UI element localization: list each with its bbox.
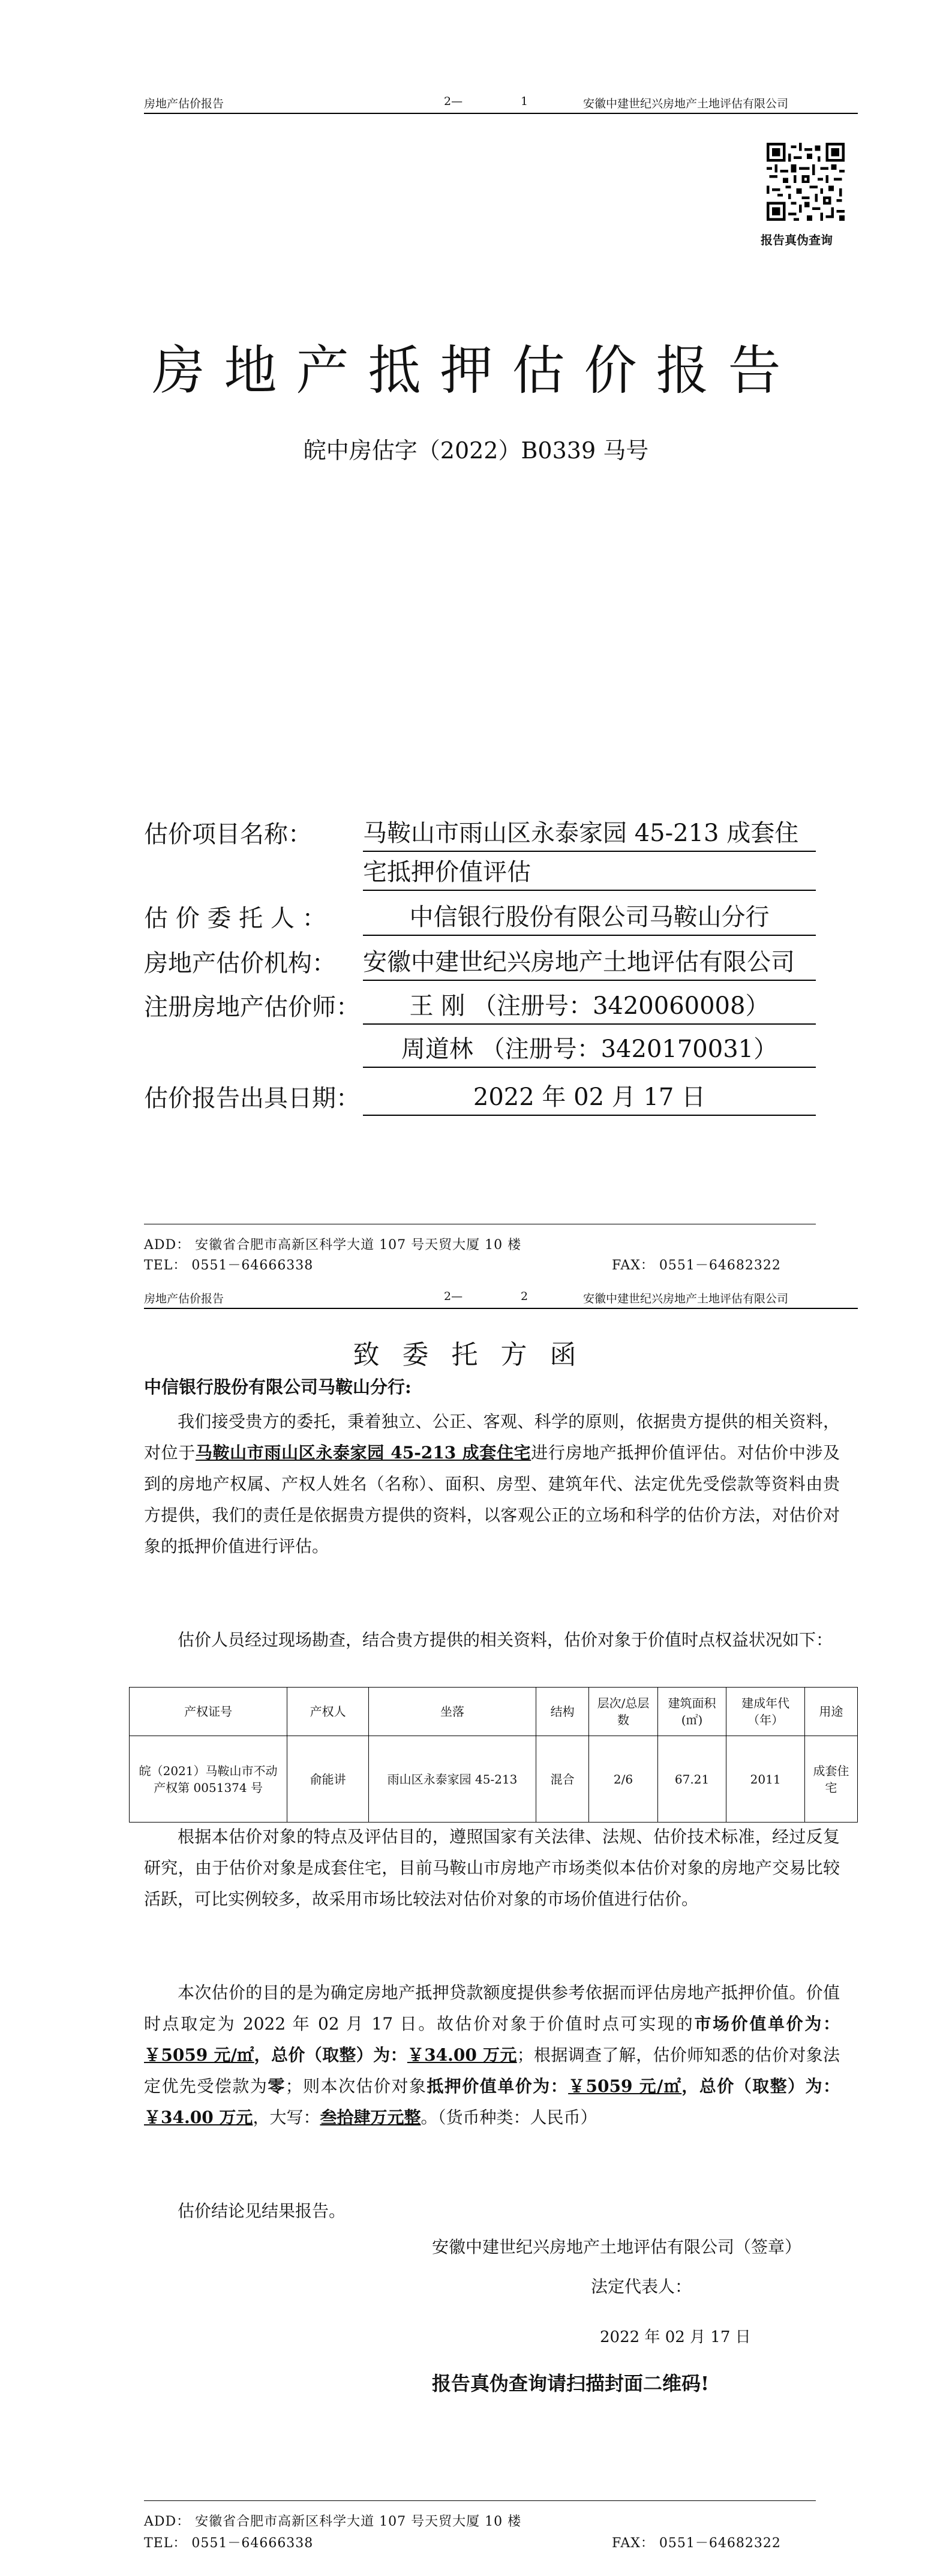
- footer-address: ADD： 安徽省合肥市高新区科学大道 107 号天贸大厦 10 楼: [144, 2514, 522, 2529]
- info-client: [144, 900, 770, 937]
- agency-label: 房地产估价机构：: [144, 950, 336, 977]
- info-date: [144, 1080, 706, 1117]
- table-cell-location: 雨山区永泰家园 45-213: [369, 1736, 536, 1823]
- project-label: 估价项目名称：: [144, 821, 312, 848]
- qr-code-icon[interactable]: [767, 143, 845, 221]
- date-label: 估价报告出具日期：: [144, 1085, 360, 1112]
- client-label: 估 价 委 托 人 ：: [144, 905, 326, 932]
- header-left: 房地产估价报告: [144, 97, 224, 110]
- table-header-cell: 建成年代（年）: [726, 1688, 805, 1736]
- p4-text: ；根据调查了解，估价师知悉的估价对象法定优先受偿款为: [144, 2045, 840, 2096]
- signature-representative: 法定代表人：: [591, 2277, 692, 2296]
- table-header-cell: 层次/总层数: [589, 1688, 658, 1736]
- qr-caption: 报告真伪查询: [761, 233, 833, 247]
- paragraph-1: [144, 1406, 840, 1562]
- header-page-sub: 2: [521, 1290, 528, 1303]
- p4-text: 本次估价的目的是为确定房地产抵押贷款额度提供参考依据而评估房地产抵押价值。价值时点取定为 2022 年 02 月 17 日。故估价对象于价值时点可实现的: [144, 1983, 840, 2034]
- p1-text-c: 进行房地产抵押价值评估。对估价中涉及到的房地产权属、产权人姓名（名称）、面积、房型、建筑年代、法定优先受偿款等资料由贵方提供，我们的责任是依据贵方提供的资料，以客观公正的立场和科学的估价方法，对估价对象的抵押价值进行评估。: [144, 1443, 840, 1556]
- table-row: [130, 1736, 858, 1823]
- p4-text: 。（货币种类：人民币）: [421, 2107, 597, 2127]
- info-appraiser: [144, 989, 770, 1026]
- date-value: 2022 年 02 月 17 日: [363, 1080, 816, 1116]
- p4-mortgage-unit-price: ￥5059 元/㎡: [568, 2076, 682, 2096]
- header-right: 安徽中建世纪兴房地产土地评估有限公司: [583, 1292, 789, 1305]
- document-number: 皖中房估字（2022）B0339 马号: [303, 437, 649, 464]
- project-value-line1: 马鞍山市雨山区永泰家园 45-213 成套住: [363, 816, 816, 852]
- p4-market-total: ￥34.00 万元: [407, 2045, 517, 2065]
- signature-company: 安徽中建世纪兴房地产土地评估有限公司（签章）: [432, 2237, 802, 2257]
- paragraph-4: [144, 1977, 840, 2133]
- p4-amount-in-words: 叁拾肆万元整: [320, 2107, 421, 2127]
- paragraph-2: 估价人员经过现场勘查，结合贵方提供的相关资料，估价对象于价值时点权益状况如下：: [178, 1630, 833, 1650]
- header-left: 房地产估价报告: [144, 1292, 224, 1305]
- footer-tel: TEL： 0551－64666338: [144, 2536, 314, 2551]
- table-cell-owner: 俞能讲: [287, 1736, 369, 1823]
- table-header-cell: 用途: [804, 1688, 857, 1736]
- p1-property-address: 马鞍山市雨山区永泰家园 45-213 成套住宅: [195, 1443, 531, 1463]
- info-agency: [144, 945, 795, 982]
- table-header-cell: 产权人: [287, 1688, 369, 1736]
- header-page-number: 2—: [444, 95, 463, 108]
- paragraph-5: 估价结论见结果报告。: [178, 2201, 346, 2221]
- p4-market-unit-price: ￥5059 元/㎡: [144, 2045, 254, 2065]
- table-header-cell: 建筑面积(㎡): [657, 1688, 726, 1736]
- p4-mortgage-label: 抵押价值单价为：: [427, 2076, 569, 2096]
- client-value: 中信银行股份有限公司马鞍山分行: [363, 900, 816, 936]
- paragraph-3: 根据本估价对象的特点及评估目的，遵照国家有关法律、法规、估价技术标准，经过反复研究，由于估价对象是成套住宅，目前马鞍山市房地产市场类似本估价对象的房地产交易比较活跃，可比实例较多，故采用市场比较法对估价对象的市场价值进行估价。: [144, 1827, 840, 1909]
- footer-tel: TEL： 0551－64666338: [144, 1258, 314, 1273]
- p4-market-label: 市场价值单价为：: [694, 2014, 840, 2034]
- footer-fax: FAX： 0551－64682322: [612, 1258, 781, 1273]
- header-rule: [144, 1308, 858, 1309]
- signature-date: 2022 年 02 月 17 日: [600, 2328, 751, 2346]
- table-header-row: [130, 1688, 858, 1736]
- table-cell-cert: 皖（2021）马鞍山市不动产权第 0051374 号: [130, 1736, 287, 1823]
- table-header-cell: 结构: [536, 1688, 589, 1736]
- table-header-cell: 产权证号: [130, 1688, 287, 1736]
- header-page-sub: 1: [521, 95, 528, 108]
- table-cell-floor: 2/6: [589, 1736, 658, 1823]
- letter-heading: 致委托方函: [353, 1340, 599, 1370]
- report-title: 房地产抵押估价报告: [152, 340, 800, 401]
- verification-notice: 报告真伪查询请扫描封面二维码!: [432, 2372, 710, 2395]
- header-right: 安徽中建世纪兴房地产土地评估有限公司: [583, 97, 789, 110]
- header-rule: [144, 113, 858, 114]
- p4-total-label: ，总价（取整）为：: [681, 2076, 840, 2096]
- project-value-line2: 宅抵押价值评估: [363, 855, 816, 891]
- header-page-number: 2—: [444, 1290, 463, 1303]
- addressee: 中信银行股份有限公司马鞍山分行:: [144, 1377, 412, 1397]
- appraiser-label: 注册房地产估价师：: [144, 993, 360, 1021]
- appraiser-2: 周道林 （注册号：3420170031）: [363, 1032, 816, 1068]
- agency-value: 安徽中建世纪兴房地产土地评估有限公司: [363, 945, 816, 981]
- p4-text: ，大写：: [253, 2107, 320, 2127]
- info-project: [144, 816, 799, 853]
- footer-rule: [144, 2500, 816, 2501]
- table-header-cell: 坐落: [369, 1688, 536, 1736]
- p4-priority-amount: 零: [268, 2076, 286, 2096]
- appraiser-1: 王 刚 （注册号：3420060008）: [363, 989, 816, 1025]
- p4-total-label: ，总价（取整）为：: [254, 2045, 407, 2065]
- property-table: [129, 1687, 858, 1823]
- p1-text-a: 我们接受贵方的委托，秉着独立、公正、客观、科学的原则，依据贵方提供的相关资料，对位于: [144, 1412, 840, 1463]
- table-cell-area: 67.21: [657, 1736, 726, 1823]
- p4-text: ；则本次估价对象: [285, 2076, 427, 2096]
- footer-fax: FAX： 0551－64682322: [612, 2536, 781, 2551]
- p4-mortgage-total: ￥34.00 万元: [144, 2107, 253, 2127]
- table-cell-structure: 混合: [536, 1736, 589, 1823]
- footer-address: ADD： 安徽省合肥市高新区科学大道 107 号天贸大厦 10 楼: [144, 1238, 522, 1253]
- table-cell-year: 2011: [726, 1736, 805, 1823]
- table-cell-use: 成套住宅: [804, 1736, 857, 1823]
